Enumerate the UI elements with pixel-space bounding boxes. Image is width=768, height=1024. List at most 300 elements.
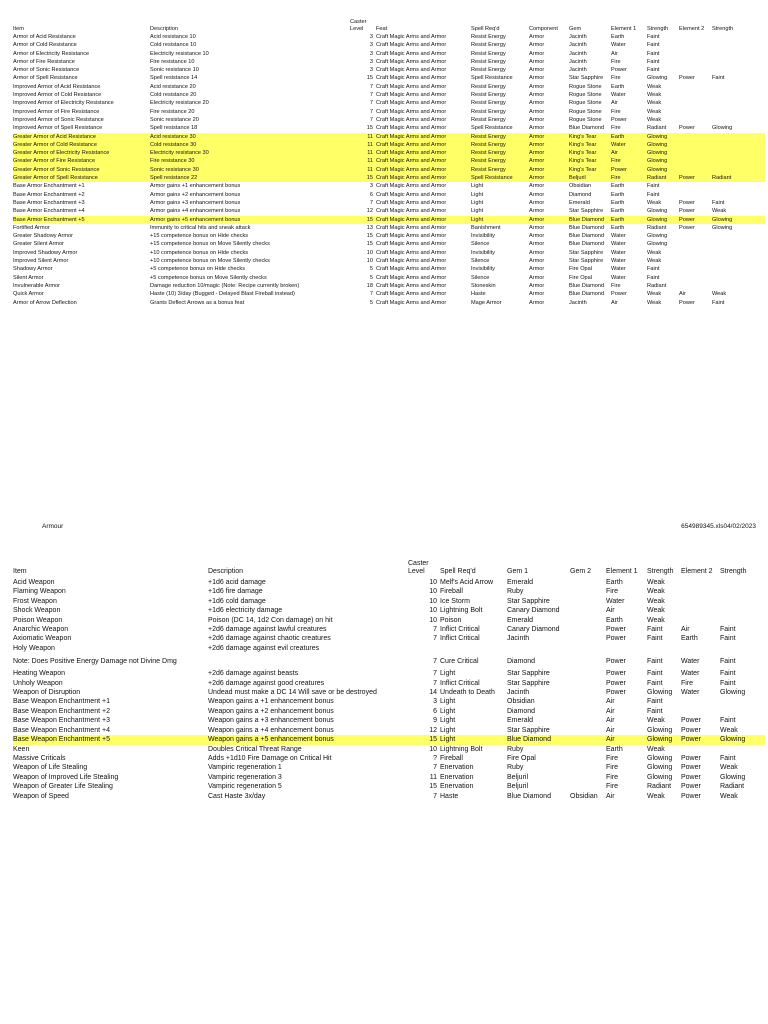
table-cell: Craft Magic Arms and Armor [376, 208, 447, 215]
table-row [13, 66, 765, 74]
table-cell: Light [440, 726, 456, 734]
table-cell: Base Weapon Enchantment +2 [13, 707, 110, 715]
column-header: Component [529, 25, 558, 32]
table-cell [681, 745, 720, 754]
table-cell: Water [611, 92, 626, 99]
table-cell [679, 157, 712, 165]
table-cell [681, 587, 720, 596]
table-cell: Power [606, 635, 626, 643]
table-row [13, 707, 765, 716]
table-cell: Diamond [569, 191, 592, 198]
table-row [13, 216, 765, 224]
table-cell: Spell resistance 14 [150, 75, 198, 82]
table-cell: Fire resistance 30 [150, 157, 350, 165]
table-cell: Weapon of Life Stealing [13, 764, 88, 772]
table-cell: Silence [471, 258, 490, 265]
table-cell: 15 [350, 216, 376, 224]
table-cell: 11 [350, 166, 376, 174]
table-cell: Earth [611, 216, 647, 224]
table-cell [681, 597, 720, 606]
table-cell: Craft Magic Arms and Armor [376, 75, 447, 82]
table-cell: Weak [647, 792, 665, 800]
table-cell: Ruby [507, 588, 524, 596]
table-cell: Canary Diamond [507, 626, 560, 634]
table-cell: Glowing [647, 754, 673, 762]
table-row [13, 116, 765, 124]
table-cell: Improved Silent Armor [13, 258, 69, 265]
table-cell: Resist Energy [471, 83, 506, 90]
table-cell: 13 [366, 224, 373, 231]
table-cell: Craft Magic Arms and Armor [376, 83, 447, 90]
table-cell: 3 [369, 58, 373, 65]
table-cell: Blue Diamond [569, 125, 605, 132]
table-cell: Armor gains +4 enhancement bonus [150, 208, 241, 215]
armor-table-header [13, 16, 765, 33]
table-row [13, 257, 765, 265]
table-cell: Resist Energy [471, 166, 529, 174]
table-cell: Shock Weapon [13, 607, 61, 615]
table-row [13, 597, 765, 606]
table-cell: Weapon gains a +5 enhancement bonus [208, 735, 408, 744]
table-cell: Frost Weapon [13, 597, 57, 605]
table-cell: Sonic resistance 30 [150, 166, 350, 174]
table-cell: Light [471, 208, 484, 215]
table-cell: Jacinth [569, 58, 587, 65]
table-cell: +1d6 cold damage [208, 597, 266, 605]
column-header: Strength [720, 568, 747, 575]
table-cell: Note: Does Positive Energy Damage not Divine Dmg [13, 657, 177, 665]
table-cell: Holy Weapon [13, 644, 55, 652]
table-cell: Glowing [647, 241, 668, 248]
table-cell: Cold resistance 10 [150, 42, 197, 49]
table-cell: Faint [647, 58, 660, 65]
table-cell: Armor [529, 149, 569, 157]
table-cell: Fire [606, 783, 619, 791]
table-cell: Resist Energy [471, 100, 506, 107]
table-cell: Air [681, 626, 690, 634]
table-cell: Water [611, 274, 626, 281]
table-cell: Blue Diamond [569, 216, 611, 224]
table-cell [679, 91, 712, 99]
table-cell: 11 [350, 157, 376, 165]
table-cell: Blue Diamond [569, 291, 605, 298]
table-cell: Improved Shadowy Armor [13, 249, 78, 256]
table-cell: Weapon of Greater Life Stealing [13, 783, 113, 791]
table-row [13, 726, 765, 735]
table-cell: Fire [606, 754, 619, 762]
table-cell: Glowing [647, 208, 668, 215]
table-cell: Glowing [647, 773, 673, 781]
table-cell [606, 644, 647, 653]
table-cell [570, 716, 606, 725]
table-cell: Radiant [712, 174, 765, 182]
table-cell: Spell Resistance [471, 125, 513, 132]
table-cell [712, 149, 765, 157]
table-cell: Armor [529, 291, 545, 298]
table-cell [679, 116, 712, 124]
table-row [13, 249, 765, 257]
table-cell [712, 133, 765, 141]
table-cell: Craft Magic Arms and Armor [376, 174, 471, 182]
table-cell [712, 41, 765, 49]
table-cell: Armor [529, 34, 545, 40]
table-cell: 3 [369, 34, 373, 40]
table-cell: Air [611, 100, 618, 107]
table-cell: 7 [369, 100, 373, 107]
table-cell: Armor gains +5 enhancement bonus [150, 216, 350, 224]
table-cell: Damage reduction 10/magic (Note: Recipe currently broken) [150, 282, 300, 289]
table-cell: Improved Armor of Fire Resistance [13, 108, 100, 115]
table-cell: Greater Armor of Sonic Resistance [13, 166, 150, 174]
table-cell: 10 [429, 745, 437, 753]
table-cell: Resist Energy [471, 42, 506, 49]
table-cell: 10 [366, 249, 373, 256]
table-cell: Fire [611, 282, 621, 289]
table-row [13, 299, 765, 307]
table-cell: Undeath to Death [440, 689, 495, 697]
table-cell: Resist Energy [471, 34, 506, 40]
table-cell [712, 182, 765, 190]
table-row [13, 773, 765, 782]
table-cell: Craft Magic Arms and Armor [376, 299, 447, 306]
table-cell: 7 [433, 626, 437, 634]
table-cell: Acid resistance 30 [150, 133, 350, 141]
table-cell: Resist Energy [471, 50, 506, 57]
table-cell: Fortified Armor [13, 224, 50, 231]
table-cell [681, 697, 720, 706]
table-cell: Power [611, 166, 647, 174]
table-cell: +2d6 damage against chaotic creatures [208, 635, 331, 643]
table-row [13, 745, 765, 754]
table-cell: Power [681, 726, 701, 734]
column-header: Gem [569, 25, 582, 32]
table-cell: Quick Armor [13, 291, 44, 298]
table-cell [507, 644, 570, 653]
table-cell: 18 [366, 282, 373, 289]
table-cell [570, 735, 606, 744]
table-cell: Fire Opal [569, 274, 593, 281]
armor-table [13, 16, 765, 307]
table-cell: Weapon gains a +2 enhancement bonus [208, 707, 334, 715]
table-cell: +10 competence bonus on Move Silently checks [150, 258, 270, 265]
table-cell: Beljuril [569, 174, 611, 182]
table-cell: Faint [647, 50, 660, 57]
table-cell: Power [679, 199, 695, 206]
table-cell: Power [679, 174, 712, 182]
table-cell: Power [681, 735, 720, 744]
table-cell: Invisibility [471, 233, 495, 240]
table-cell: +1d6 fire damage [208, 588, 263, 596]
table-cell: Craft Magic Arms and Armor [376, 249, 447, 256]
table-cell: Power [681, 764, 701, 772]
table-row [13, 716, 765, 725]
table-cell: Craft Magic Arms and Armor [376, 183, 447, 190]
table-cell: Weak [647, 100, 662, 107]
table-cell: +1d6 electricity damage [208, 607, 283, 615]
table-cell [681, 616, 720, 625]
table-cell: Armor [529, 282, 545, 289]
table-cell: Flaming Weapon [13, 588, 66, 596]
table-cell: Weak [647, 607, 665, 615]
table-row [13, 735, 765, 744]
table-cell: Acid Weapon [13, 579, 55, 586]
table-cell: Star Sapphire [569, 75, 604, 82]
table-cell: Faint [647, 183, 660, 190]
table-cell: Resist Energy [471, 133, 529, 141]
table-cell: Star Sapphire [569, 208, 604, 215]
table-cell: Glowing [647, 735, 681, 744]
table-cell: Water [681, 689, 700, 697]
table-cell: 3 [369, 67, 373, 74]
table-cell [679, 41, 712, 49]
table-cell: Base Weapon Enchantment +1 [13, 698, 110, 706]
table-cell: Emerald [507, 616, 534, 624]
table-cell: Emerald [569, 199, 590, 206]
table-row [13, 688, 765, 697]
table-cell [720, 606, 765, 615]
table-cell: Obsidian [569, 183, 592, 190]
table-cell: +1d6 acid damage [208, 579, 266, 586]
table-cell [720, 578, 765, 587]
table-cell: Blue Diamond [569, 282, 605, 289]
table-cell: Light [440, 717, 456, 725]
table-cell: Fireball [440, 754, 463, 762]
table-cell: Armor of Sonic Resistance [13, 67, 80, 74]
table-cell: Power [681, 717, 701, 725]
table-cell: Glowing [647, 233, 668, 240]
table-cell: Rogue Stone [569, 83, 602, 90]
table-cell: Power [679, 125, 695, 132]
table-cell: Armor [529, 224, 545, 231]
table-cell: Blue Diamond [569, 241, 605, 248]
table-cell: Fire [611, 125, 621, 132]
table-cell [712, 50, 765, 58]
table-cell: Armor of Fire Resistance [13, 58, 75, 65]
table-cell: Craft Magic Arms and Armor [376, 166, 471, 174]
table-cell: Faint [647, 679, 663, 687]
table-row [13, 83, 765, 91]
table-cell: Earth [611, 133, 647, 141]
table-cell [570, 679, 606, 688]
table-cell: 5 [369, 274, 373, 281]
table-cell: Glowing [647, 726, 673, 734]
table-cell: Jacinth [507, 635, 530, 643]
column-header: Gem 2 [570, 568, 592, 575]
table-cell: Craft Magic Arms and Armor [376, 141, 471, 149]
table-row [13, 33, 765, 41]
table-cell: Electricity resistance 10 [150, 50, 209, 57]
table-cell: Jacinth [569, 50, 587, 57]
table-cell: Air [611, 299, 618, 306]
table-cell: Craft Magic Arms and Armor [376, 42, 447, 49]
table-cell: Craft Magic Arms and Armor [376, 50, 447, 57]
table-cell [712, 157, 765, 165]
table-cell: Glowing [647, 133, 679, 141]
table-cell: Weak [647, 717, 665, 725]
table-cell [679, 66, 712, 74]
table-cell: Base Armor Enchantment +3 [13, 199, 85, 206]
table-cell: Faint [647, 191, 660, 198]
table-cell [712, 257, 765, 265]
table-cell: Base Weapon Enchantment +5 [13, 735, 208, 744]
table-cell: Air [606, 792, 615, 800]
table-cell: Armor [529, 133, 569, 141]
table-cell: Weak [647, 108, 662, 115]
table-cell: Radiant [647, 282, 667, 289]
table-cell: Armor [529, 191, 545, 198]
table-cell: Water [606, 597, 625, 605]
table-cell: Weak [647, 579, 665, 586]
table-cell: 11 [350, 133, 376, 141]
table-cell: 11 [350, 149, 376, 157]
table-cell: Invisibility [471, 266, 495, 273]
table-row [13, 679, 765, 688]
table-cell: 7 [369, 116, 373, 123]
table-cell: Poison [440, 616, 462, 624]
table-cell: Fire Opal [569, 266, 593, 273]
table-row [13, 124, 765, 132]
table-row [13, 108, 765, 116]
table-cell: Spell resistance 18 [150, 125, 198, 132]
table-cell: Blue Diamond [569, 233, 605, 240]
table-cell: Inflict Critical [440, 679, 480, 687]
table-cell: Faint [647, 657, 663, 665]
table-cell: Star Sapphire [569, 258, 604, 265]
table-cell [712, 274, 765, 282]
table-cell [720, 597, 765, 606]
column-header: Strength [712, 25, 734, 32]
table-cell: Craft Magic Arms and Armor [376, 233, 447, 240]
table-cell: Water [611, 249, 626, 256]
table-cell: Diamond [507, 707, 536, 715]
table-row [13, 50, 765, 58]
table-cell: Power [606, 626, 626, 634]
table-cell: Armor [529, 125, 545, 132]
table-cell: Craft Magic Arms and Armor [376, 224, 447, 231]
column-header: Description [208, 568, 244, 575]
table-cell: Light [440, 707, 456, 715]
table-cell: Ice Storm [440, 597, 470, 605]
table-cell: Armor [529, 58, 545, 65]
table-cell: Heating Weapon [13, 670, 66, 678]
table-cell: Base Weapon Enchantment +3 [13, 717, 110, 725]
table-cell: Faint [712, 299, 725, 306]
column-header: Caster Level [350, 19, 367, 32]
table-cell: Faint [647, 698, 663, 706]
table-cell: Unholy Weapon [13, 679, 63, 687]
table-cell: Craft Magic Arms and Armor [376, 291, 447, 298]
table-cell: King's Tear [569, 166, 611, 174]
table-cell: Undead must make a DC 14 Will save or be destroyed [208, 689, 377, 697]
table-cell: King's Tear [569, 133, 611, 141]
table-cell [570, 644, 606, 653]
table-cell [712, 265, 765, 273]
table-cell: 10 [429, 588, 437, 596]
table-cell: Armor of Arrow Deflection [13, 299, 77, 306]
table-cell: Earth [611, 183, 625, 190]
table-cell: Glowing [647, 216, 679, 224]
table-cell: Jacinth [569, 42, 587, 49]
table-cell [570, 669, 606, 678]
table-cell [679, 240, 712, 248]
table-cell: 12 [429, 726, 437, 734]
table-cell [679, 265, 712, 273]
table-cell: Earth [606, 616, 623, 624]
table-cell: Enervation [440, 773, 474, 781]
table-cell: Fireball [440, 588, 463, 596]
table-cell: Canary Diamond [507, 607, 560, 615]
table-cell: Cold resistance 30 [150, 141, 350, 149]
table-cell: Faint [647, 707, 663, 715]
table-row [13, 606, 765, 615]
table-cell [679, 108, 712, 116]
table-cell: Blue Diamond [569, 224, 605, 231]
table-row [13, 182, 765, 190]
table-cell: Star Sapphire [507, 679, 550, 687]
table-cell: Weak [647, 616, 665, 624]
table-cell: Base Armor Enchantment +1 [13, 183, 85, 190]
table-cell: Greater Armor of Acid Resistance [13, 133, 150, 141]
table-cell: Keen [13, 745, 30, 753]
table-cell: Fire [611, 174, 647, 182]
table-cell: 15 [366, 233, 373, 240]
table-cell: 7 [433, 657, 437, 665]
table-cell: Faint [647, 42, 660, 49]
table-cell: Beljuril [507, 773, 529, 781]
table-cell: Doubles Critical Threat Range [208, 745, 302, 753]
table-cell [570, 578, 606, 587]
table-cell: Acid resistance 10 [150, 34, 196, 40]
table-cell: Glowing [647, 149, 679, 157]
table-cell: Greater Armor of Spell Resistance [13, 174, 150, 182]
table-cell: Poison Weapon [13, 616, 63, 624]
table-cell: Glowing [647, 166, 679, 174]
table-cell: Glowing [712, 224, 733, 231]
table-cell: Immunity to critical hits and sneak attack [150, 224, 251, 231]
table-row [13, 41, 765, 49]
table-cell: Fire [606, 773, 619, 781]
table-cell: Craft Magic Arms and Armor [376, 34, 447, 40]
table-cell: 10 [429, 607, 437, 615]
table-cell: Weak [647, 291, 662, 298]
table-cell: +15 competence bonus on Hide checks [150, 233, 249, 240]
table-cell [570, 726, 606, 735]
table-cell: 3 [369, 42, 373, 49]
table-cell [712, 166, 765, 174]
table-cell: Weak [647, 92, 662, 99]
table-cell: Rogue Stone [569, 108, 602, 115]
table-row [13, 91, 765, 99]
table-cell: Inflict Critical [440, 626, 480, 634]
table-cell: Earth [611, 34, 625, 40]
table-cell: 15 [366, 241, 373, 248]
column-header: Item [13, 568, 27, 575]
table-cell [679, 257, 712, 265]
table-row [13, 754, 765, 763]
table-cell: Faint [720, 635, 736, 643]
table-cell: Earth [606, 579, 623, 586]
table-row [13, 653, 765, 669]
table-row [13, 792, 765, 801]
table-row [13, 58, 765, 66]
table-cell: 5 [369, 299, 373, 306]
table-cell: 7 [369, 199, 373, 206]
table-cell: Enervation [440, 764, 474, 772]
table-cell: King's Tear [569, 157, 611, 165]
table-cell: Jacinth [569, 67, 587, 74]
table-cell: Glowing [647, 157, 679, 165]
table-cell: Power [679, 75, 695, 82]
